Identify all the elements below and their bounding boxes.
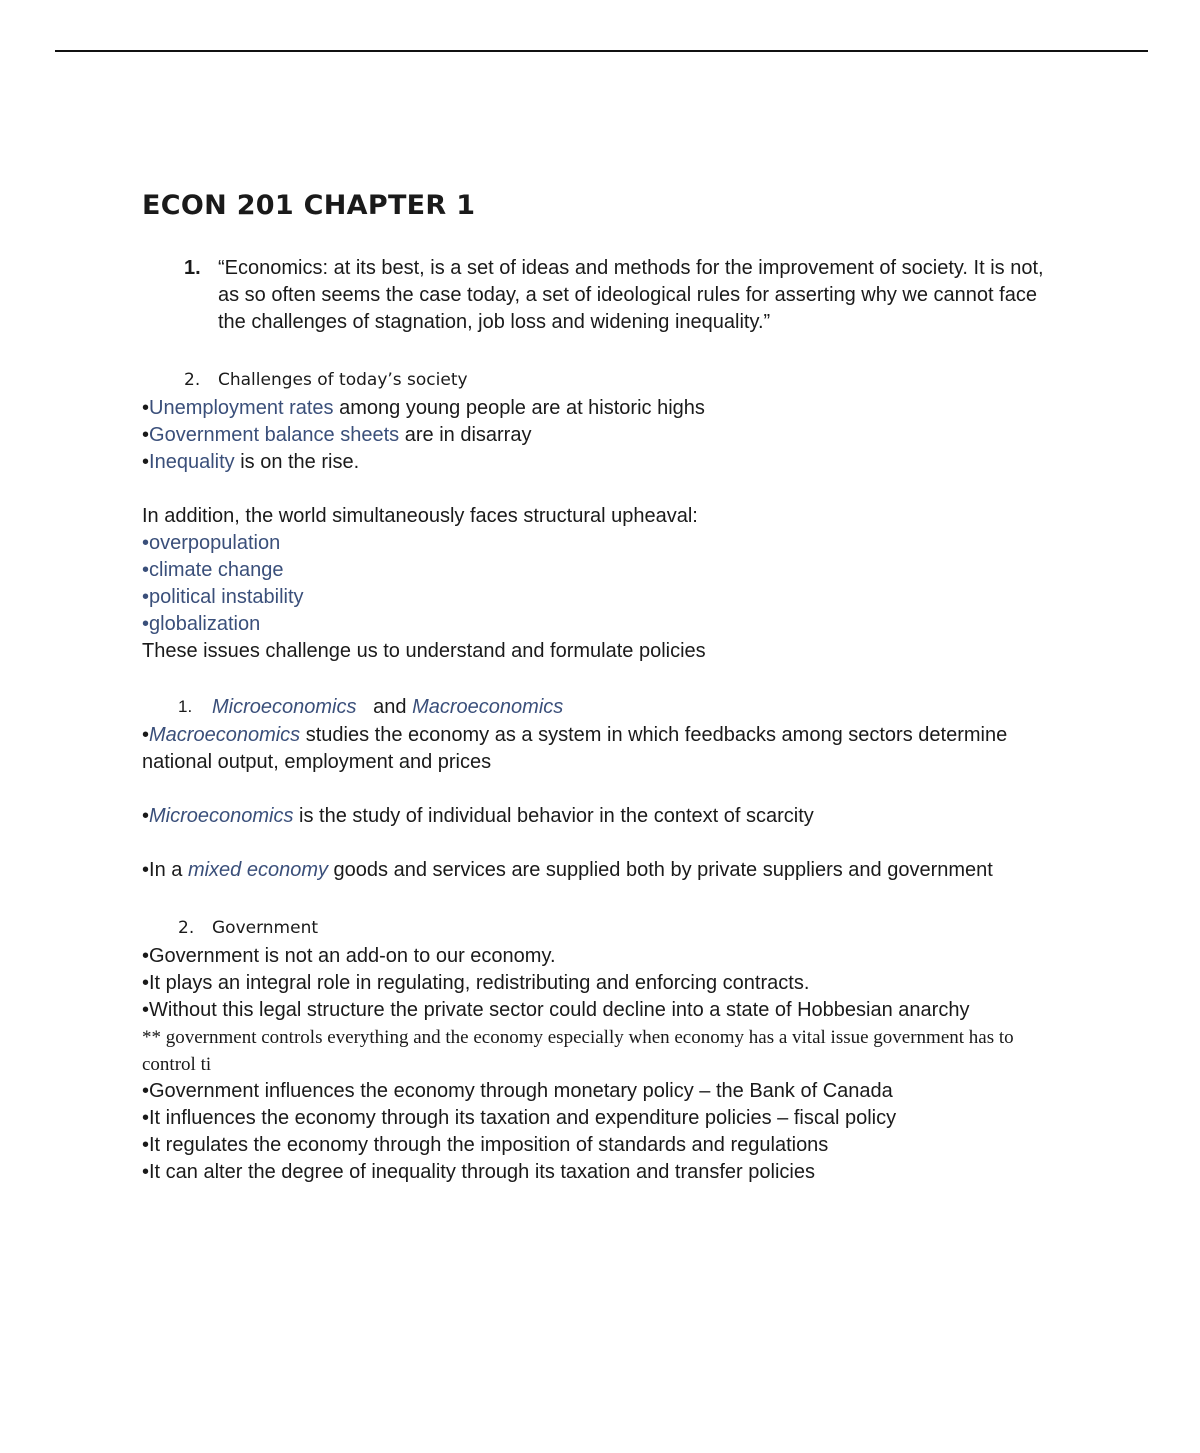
document-body [142, 190, 1062, 1186]
list-number: 1. [184, 257, 201, 279]
handwritten-note: ** government controls everything and the economy especially when economy has a vital issue government has to control ti [142, 1027, 1014, 1075]
micro-macro-heading: 1. Microeconomics and Macroeconomics [178, 692, 1062, 722]
micro-definition: •Microeconomics is the study of individual behavior in the context of scarcity [142, 805, 814, 827]
top-rule [55, 50, 1148, 52]
list-item: •It regulates the economy through the imposition of standards and regulations [142, 1134, 829, 1156]
government-list-2 [142, 1078, 1062, 1186]
list-item: •Inequality is on the rise. [142, 451, 360, 473]
list-number: 2. [178, 918, 195, 938]
list-item: •overpopulation [142, 532, 281, 554]
list-item: •It plays an integral role in regulating, redistributing and enforcing contracts. [142, 972, 810, 994]
list-item: •It can alter the degree of inequality through its taxation and transfer policies [142, 1161, 815, 1183]
government-heading [178, 913, 1062, 943]
list-item: •It influences the economy through its taxation and expenditure policies – fiscal policy [142, 1107, 897, 1129]
list-item: •climate change [142, 559, 284, 581]
list-item: •Without this legal structure the private sector could decline into a state of Hobbesian anarchy [142, 999, 970, 1021]
list-item: •Government influences the economy through monetary policy – the Bank of Canada [142, 1080, 893, 1102]
upheaval-intro: In addition, the world simultaneously faces structural upheaval: [142, 505, 698, 527]
challenges-list [142, 395, 1062, 476]
upheaval-section [142, 503, 1062, 665]
challenges-heading [184, 365, 1062, 395]
list-item: •political instability [142, 586, 304, 608]
list-number: 1. [178, 697, 193, 716]
macro-definition: •Macroeconomics studies the economy as a system in which feedbacks among sectors determine national output, employment and prices [142, 724, 1008, 773]
page-title: ECON 201 CHAPTER 1 [142, 190, 476, 221]
heading-text: Challenges of today’s society [218, 370, 468, 390]
quote-item [184, 255, 1062, 336]
list-item: •Unemployment rates among young people are at historic highs [142, 397, 705, 419]
list-number: 2. [184, 370, 201, 390]
upheaval-outro: These issues challenge us to understand and formulate policies [142, 640, 706, 662]
list-item: •globalization [142, 613, 261, 635]
list-item: •Government is not an add-on to our economy. [142, 945, 556, 967]
list-item: •Government balance sheets are in disarray [142, 424, 532, 446]
government-list [142, 943, 1062, 1024]
quote-text: “Economics: at its best, is a set of ideas and methods for the improvement of society. It is not, as so often seems the case today, a set of ideological rules for asserting why we cannot face the challenges of stagnation, job loss and widening inequality.” [218, 257, 1044, 333]
mixed-economy-definition: •In a mixed economy goods and services are supplied both by private suppliers and government [142, 859, 993, 881]
heading-text: Government [212, 918, 319, 938]
